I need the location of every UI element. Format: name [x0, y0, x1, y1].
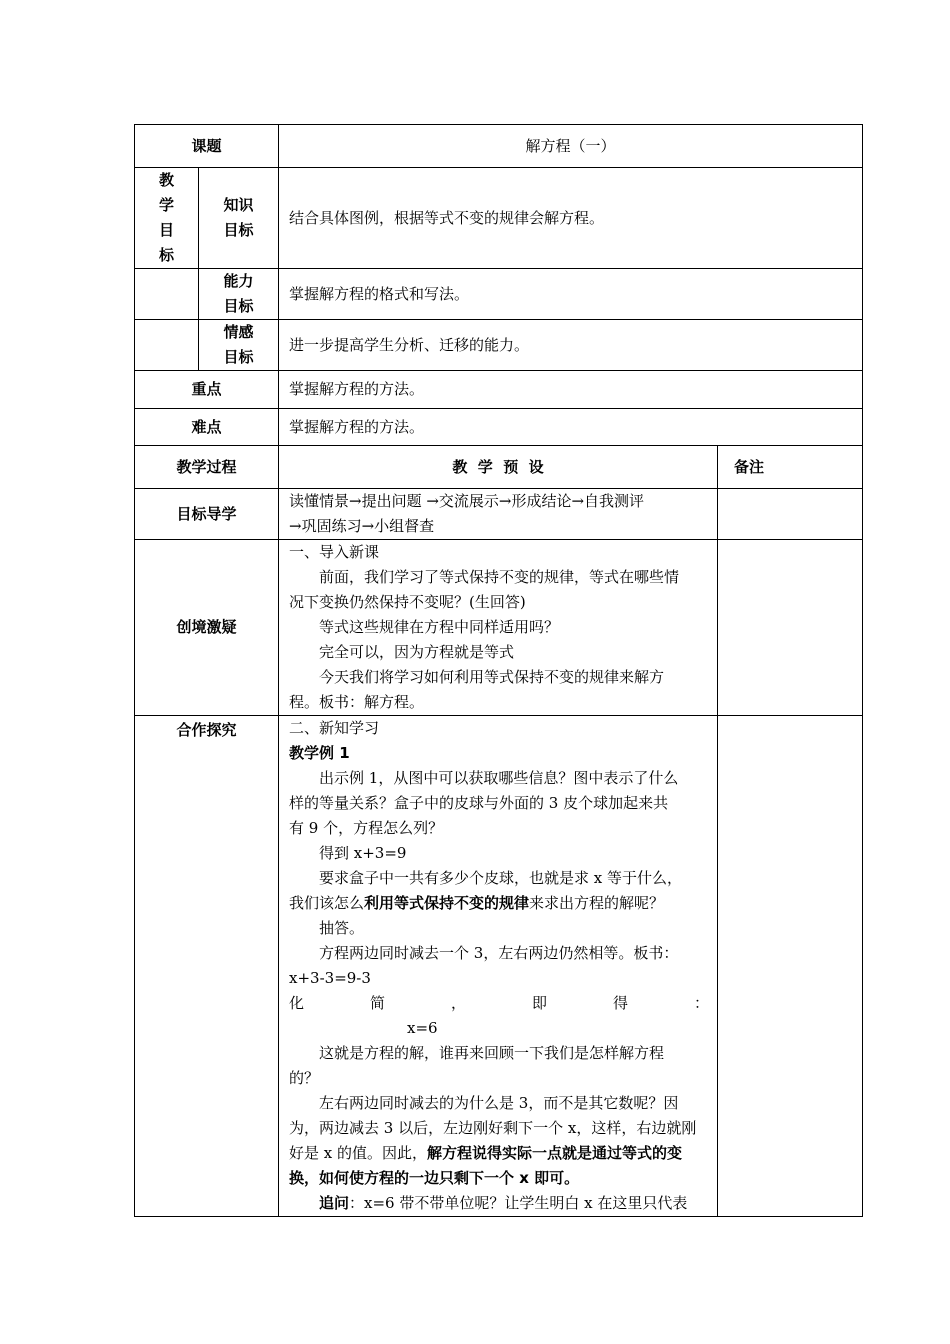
notes-cell: [718, 489, 863, 540]
process-header: 教学过程: [135, 446, 279, 489]
key-point-row: [135, 371, 863, 409]
empty-cell: [135, 320, 199, 371]
explore-label: 合作探究: [135, 716, 279, 1217]
goals-char: 标: [158, 246, 174, 264]
knowledge-goal-row: [135, 168, 863, 269]
goals-char: 学: [158, 196, 174, 214]
goals-char: 教: [158, 171, 174, 189]
explore-row: [135, 716, 863, 1217]
notes-cell: [718, 716, 863, 1217]
guide-text: 读懂情景→提出问题 →交流展示→形成结论→自我测评 →巩固练习→小组督查: [279, 489, 718, 540]
knowledge-goal-label: 知识 目标: [199, 168, 279, 269]
explore-text: 二、新知学习 教学例 1 出示例 1，从图中可以获取哪些信息？图中表示了什么 样的等量关系？盒子中的皮球与外面的 3 皮个球加起来共 有 9 个，方程怎么列？ 得到 x+3=9 要求盒子中一共有多少个皮球，也就是求 x 等于什么， 我们该怎么利用等式保持不变的规律来求出方程的解呢？ 抽答。 方程两边同时减去一个 3，左右两边仍然相等。板书： x+3-3=9-3 化 简 ， 即 得 ： x=6 这就是方程的解，谁再来回顾一下我们是怎样解方程 的？ 左右两边同时减去的为什么是 3，而不是其它数呢？因 为，两边减去 3 以后，左边刚好剩下一个 x，这样，右边就刚 好是 x 的值。因此，解方程说得实际一点就是通过等式的变 换，如何使方程的一边只剩下一个 x 即可。 追问：x=6 带不带单位呢？让学生明白 x 在这里只代表: [279, 716, 718, 1217]
design-header: 教 学 预 设: [279, 446, 718, 489]
emotion-goal-row: [135, 320, 863, 371]
guide-label: 目标导学: [135, 489, 279, 540]
lesson-title: 解方程（一）: [279, 125, 863, 168]
ability-goal-label: 能力 目标: [199, 269, 279, 320]
guide-row: [135, 489, 863, 540]
empty-cell: [135, 269, 199, 320]
notes-header: 备注: [718, 446, 863, 489]
ability-goal-text: 掌握解方程的格式和写法。: [279, 269, 863, 320]
key-point-text: 掌握解方程的方法。: [279, 371, 863, 409]
key-point-label: 重点: [135, 371, 279, 409]
notes-cell: [718, 540, 863, 716]
scene-label: 创境激疑: [135, 540, 279, 716]
knowledge-goal-text: 结合具体图例，根据等式不变的规律会解方程。: [279, 168, 863, 269]
example-title: 教学例 1: [289, 744, 350, 762]
emotion-goal-text: 进一步提高学生分析、迁移的能力。: [279, 320, 863, 371]
title-row: [135, 125, 863, 168]
lesson-plan-table: [134, 124, 863, 1217]
scene-text: 一、导入新课 前面，我们学习了等式保持不变的规律，等式在哪些情 况下变换仍然保持不变呢？(生回答) 等式这些规律在方程中同样适用吗？ 完全可以，因为方程就是等式 今天我们将学习如何利用等式保持不变的规律来解方 程。板书：解方程。: [279, 540, 718, 716]
difficulty-label: 难点: [135, 409, 279, 446]
process-header-row: [135, 446, 863, 489]
title-label: 课题: [135, 125, 279, 168]
goals-group-label: [135, 168, 199, 269]
difficulty-row: [135, 409, 863, 446]
goals-char: 目: [158, 221, 174, 239]
ability-goal-row: [135, 269, 863, 320]
emotion-goal-label: 情感 目标: [199, 320, 279, 371]
scene-row: [135, 540, 863, 716]
difficulty-text: 掌握解方程的方法。: [279, 409, 863, 446]
justified-line: 化 简 ， 即 得 ：: [289, 994, 709, 1012]
